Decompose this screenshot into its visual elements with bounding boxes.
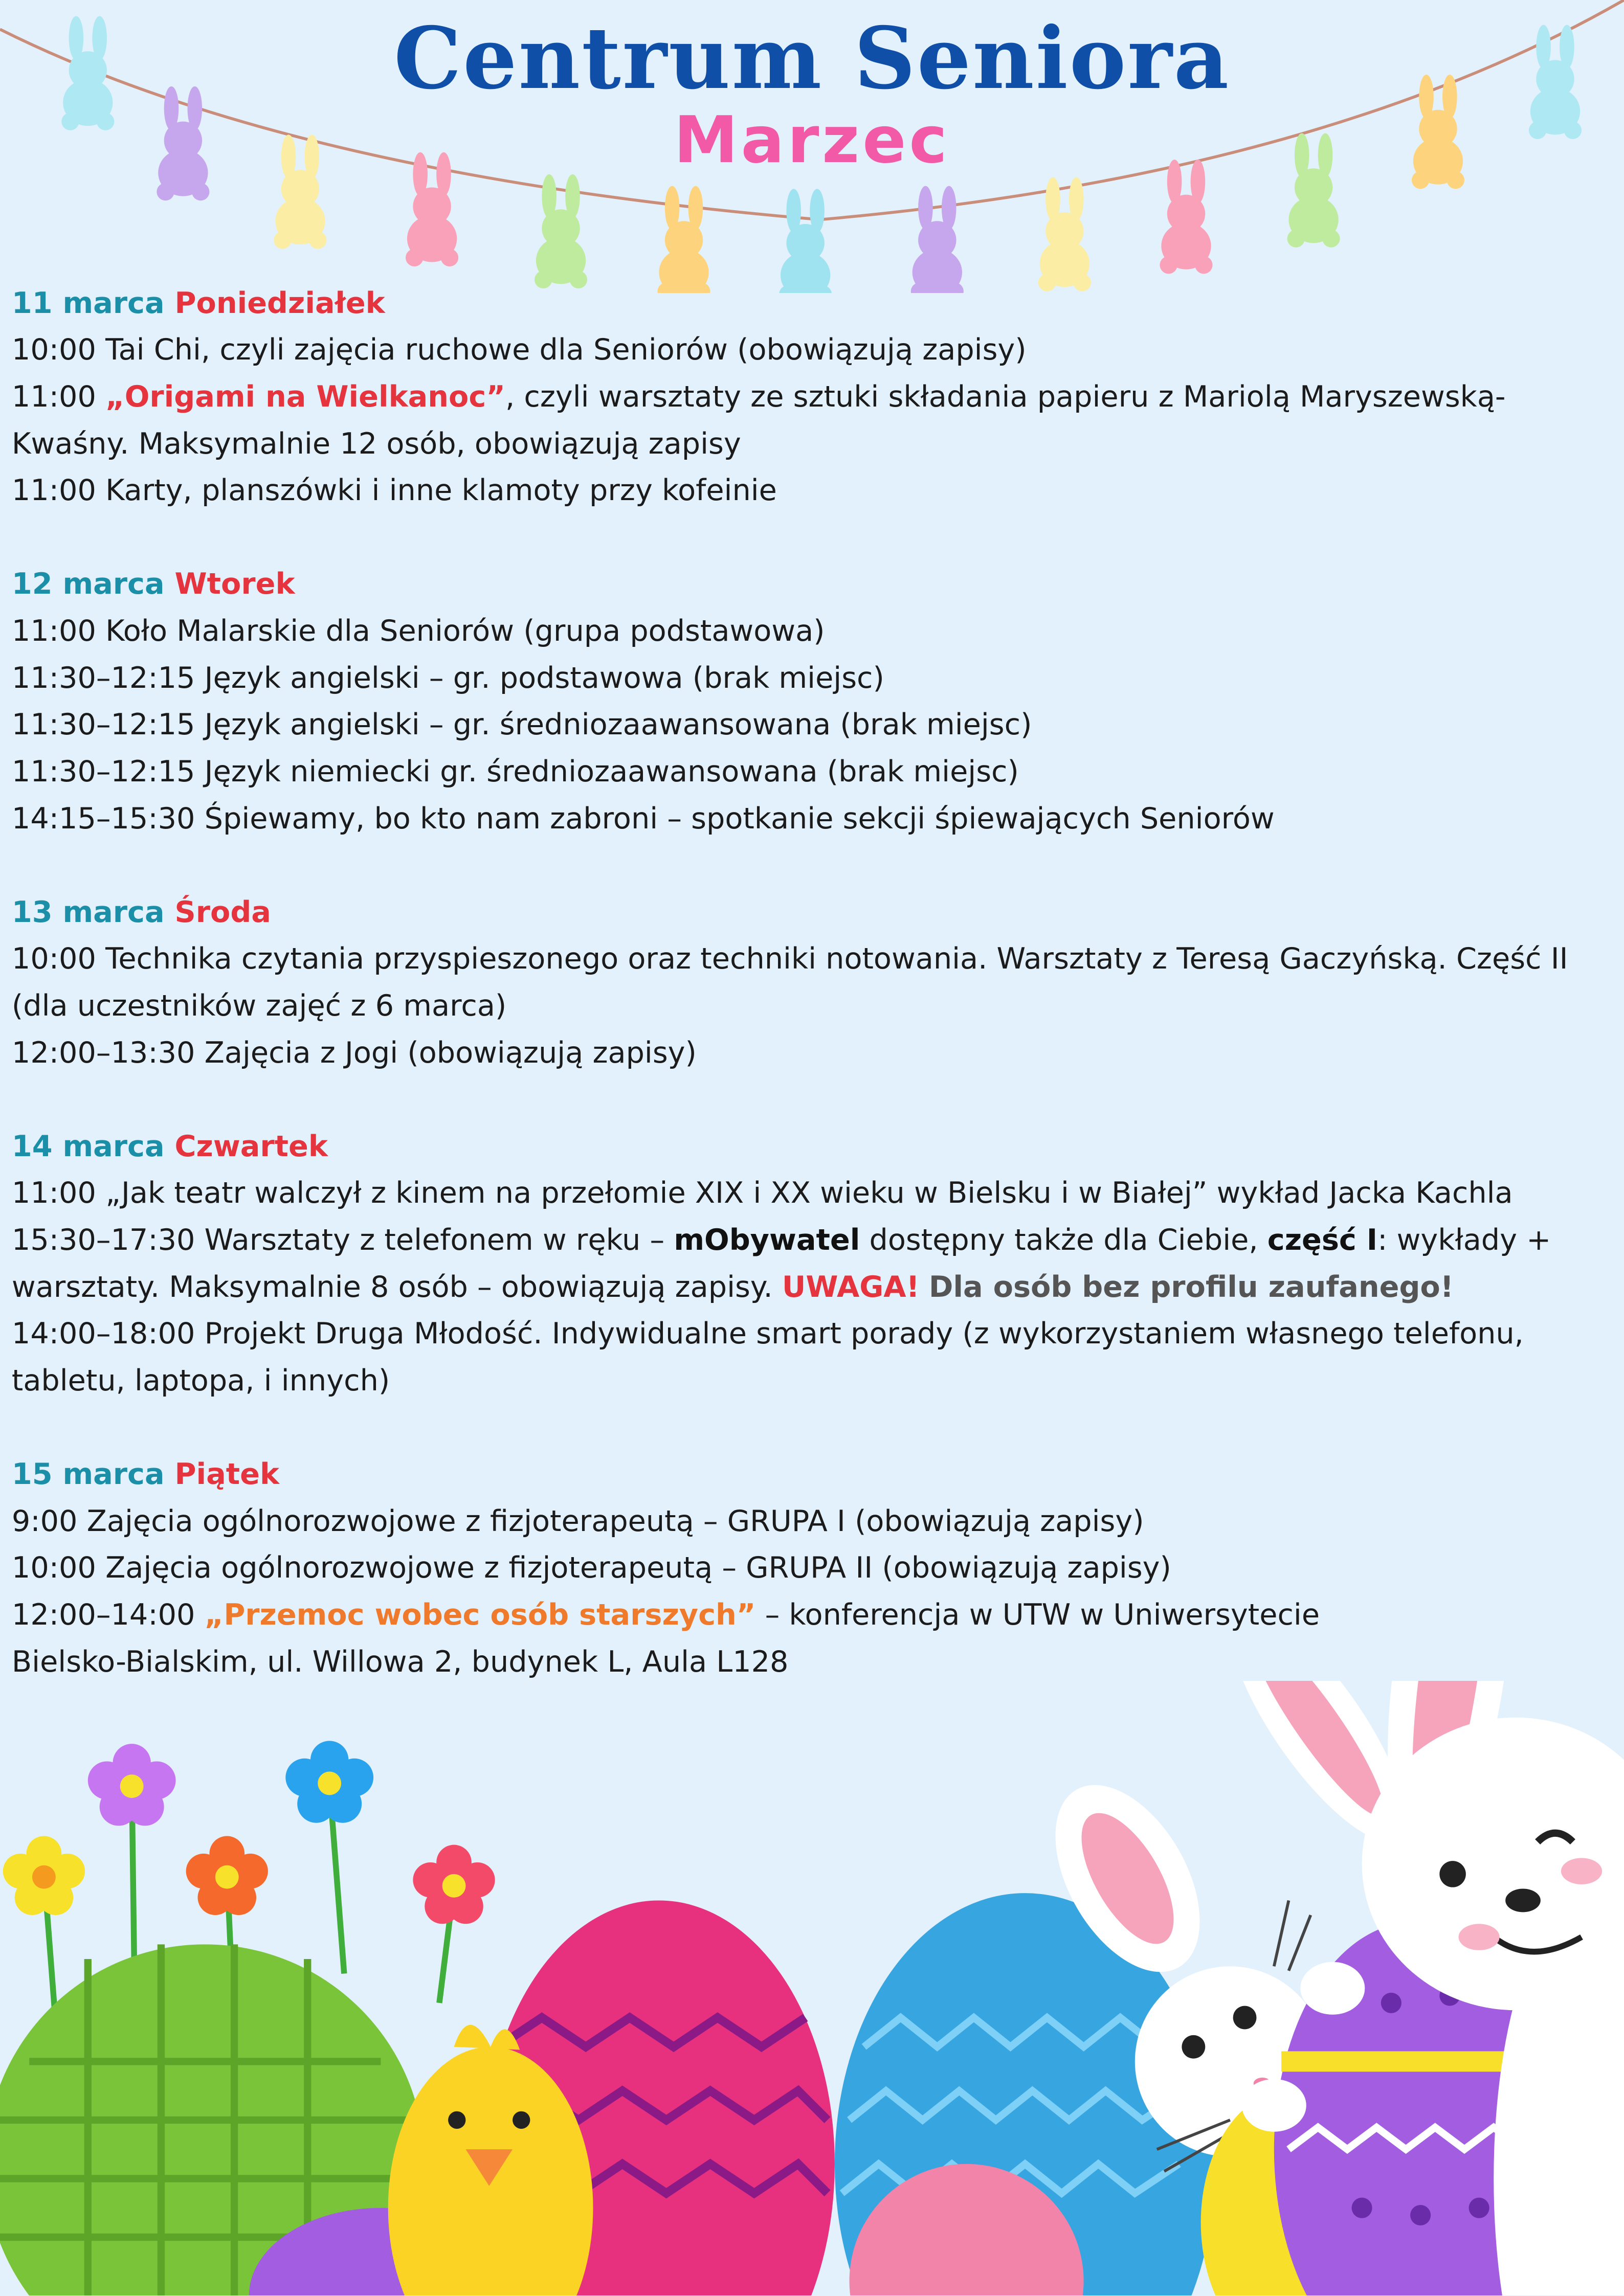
event-highlight-title: „Origami na Wielkanoc” xyxy=(105,379,505,414)
day-block-13-marca xyxy=(12,889,1608,1076)
garland-bunny-8 xyxy=(911,186,964,293)
day-block-15-marca xyxy=(12,1451,1608,1685)
day-weekday: Środa xyxy=(174,894,271,929)
event-item: 11:00 Karty, planszówki i inne klamoty przy kofeinie xyxy=(11,473,777,508)
event-part-label: część I xyxy=(1267,1223,1378,1257)
event-time: 12:00–14:00 xyxy=(11,1597,205,1632)
event-item xyxy=(12,1591,1403,1685)
day-block-12-marca xyxy=(12,560,1608,842)
event-item: 10:00 Zajęcia ogólnorozwojowe z fizjoterapeutą – GRUPA II (obowiązują zapisy) xyxy=(11,1550,1171,1585)
garland-bunny-5 xyxy=(535,174,587,288)
event-item: 11:30–12:15 Język angielski – gr. średniozaawansowana (brak miejsc) xyxy=(11,707,1032,742)
day-heading xyxy=(12,1451,1608,1498)
event-description: – konferencja w UTW w Uniwersytecie Bielsko-Bialskim, ul. Willowa 2, budynek L, Aula L128 xyxy=(11,1597,1320,1679)
page-title: Centrum Seniora xyxy=(393,9,1231,109)
easter-illustration xyxy=(0,1681,1624,2295)
event-item: 11:30–12:15 Język angielski – gr. podstawowa (brak miejsc) xyxy=(11,660,884,695)
event-description: : wykłady + warsztaty. Maksymalnie 8 osób – obowiązują zapisy. xyxy=(11,1223,1551,1304)
event-item: 11:00 Koło Malarskie dla Seniorów (grupa podstawowa) xyxy=(11,614,825,648)
event-time: 11:00 xyxy=(11,379,106,414)
event-warning-note: Dla osób bez profilu zaufanego! xyxy=(928,1269,1454,1304)
day-heading xyxy=(12,560,1608,607)
day-date: 13 marca xyxy=(11,894,165,929)
day-block-11-marca xyxy=(12,280,1608,514)
day-date: 12 marca xyxy=(11,567,165,601)
day-heading xyxy=(12,889,1608,936)
event-item: 10:00 Technika czytania przyspieszonego oraz techniki notowania. Warsztaty z Teresą Gaczyńską. Część II (dla uczestników zajęć z 6 marca) xyxy=(11,941,1568,1023)
event-item: 11:30–12:15 Język niemiecki gr. średniozaawansowana (brak miejsc) xyxy=(11,754,1019,789)
day-date: 11 marca xyxy=(11,285,165,320)
garland-bunny-6 xyxy=(657,186,710,293)
event-description: , czyli warsztaty ze sztuki składania papieru z Mariolą Maryszewską-Kwaśny. Maksymalnie 12 osób, obowiązują zapisy xyxy=(11,379,1506,461)
event-item: 9:00 Zajęcia ogólnorozwojowe z fizjoterapeutą – GRUPA I (obowiązują zapisy) xyxy=(11,1503,1144,1538)
day-weekday: Piątek xyxy=(174,1457,280,1492)
event-description: dostępny także dla Ciebie, xyxy=(860,1223,1267,1257)
event-item: 14:00–18:00 Projekt Druga Młodość. Indywidualne smart porady (z wykorzystaniem własnego telefonu, tabletu, laptopa, i innych) xyxy=(11,1316,1524,1398)
event-keyword-mobywatel: mObywatel xyxy=(674,1223,860,1257)
event-item xyxy=(12,1217,1608,1310)
garland-bunny-7 xyxy=(779,189,832,292)
page-subtitle-month: Marzec xyxy=(674,102,950,178)
event-item: 14:15–15:30 Śpiewamy, bo kto nam zabroni – spotkanie sekcji śpiewających Seniorów xyxy=(11,801,1275,836)
event-item: 11:00 „Jak teatr walczył z kinem na przełomie XIX i XX wieku w Bielsku i w Białej” wykład Jacka Kachla xyxy=(11,1176,1513,1210)
event-item xyxy=(12,373,1608,467)
event-item: 10:00 Tai Chi, czyli zajęcia ruchowe dla Seniorów (obowiązują zapisy) xyxy=(11,332,1027,367)
day-weekday: Poniedziałek xyxy=(174,285,385,320)
day-heading xyxy=(12,1123,1608,1170)
event-highlight-title: „Przemoc wobec osób starszych” xyxy=(204,1597,756,1632)
event-time: 15:30–17:30 Warsztaty z telefonem w ręku – xyxy=(11,1223,674,1257)
garland-bunny-9 xyxy=(1038,177,1091,291)
event-item: 12:00–13:30 Zajęcia z Jogi (obowiązują zapisy) xyxy=(11,1035,697,1070)
day-date: 14 marca xyxy=(11,1129,165,1163)
day-block-14-marca xyxy=(12,1123,1608,1404)
day-heading xyxy=(12,280,1608,327)
day-weekday: Wtorek xyxy=(174,567,295,601)
day-weekday: Czwartek xyxy=(174,1129,328,1163)
schedule xyxy=(12,280,1608,1732)
day-date: 15 marca xyxy=(11,1457,165,1492)
event-warning-label: UWAGA! xyxy=(782,1269,920,1304)
